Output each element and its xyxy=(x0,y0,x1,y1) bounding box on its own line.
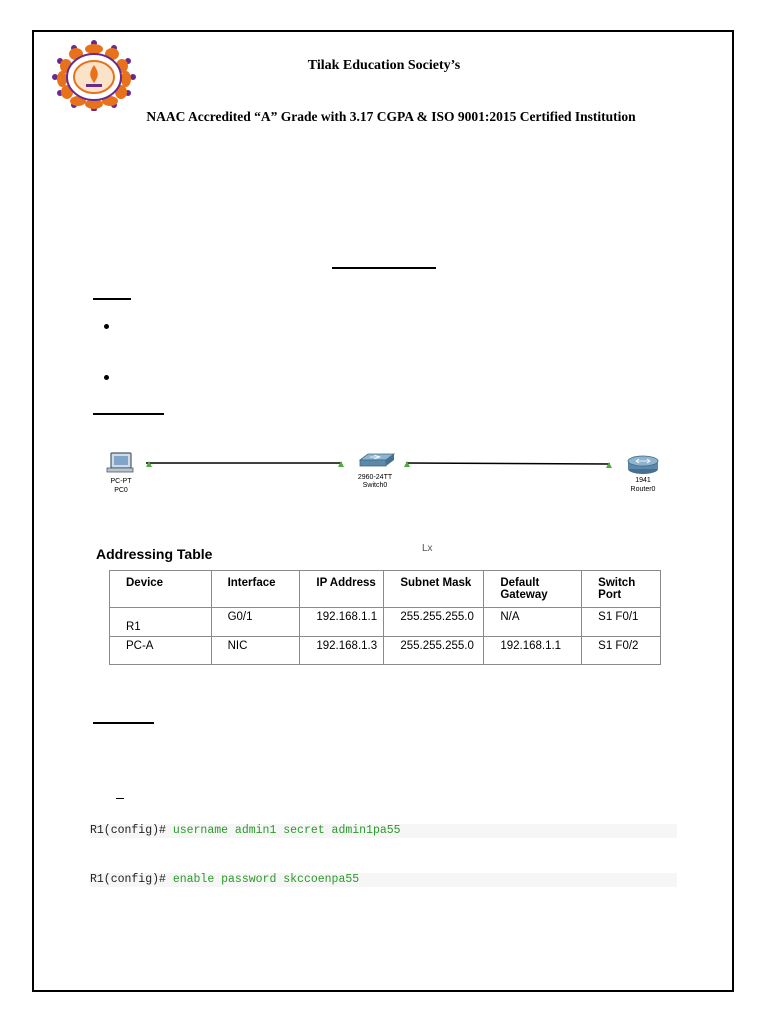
society-name: Tilak Education Society’s xyxy=(307,58,461,73)
cli-command: username admin1 secret admin1pa55 xyxy=(165,824,401,837)
column-header: Device xyxy=(110,571,212,608)
table-row xyxy=(110,608,661,637)
pc-model-label: PC-PT xyxy=(110,478,132,485)
table-cell: S1 F0/1 xyxy=(582,608,661,637)
port-status-triangle xyxy=(146,461,152,467)
network-topology-diagram xyxy=(90,440,680,510)
addressing-table xyxy=(109,570,661,665)
column-header: Default Gateway xyxy=(484,571,582,608)
table-cell: PC-A xyxy=(110,637,212,665)
command-line xyxy=(90,824,677,838)
table-cell: 255.255.255.0 xyxy=(384,608,484,637)
pc-icon xyxy=(107,453,133,472)
addressing-table-title: Addressing Table xyxy=(96,546,213,562)
table-cell: 192.168.1.1 xyxy=(484,637,582,665)
table-cell: R1 xyxy=(110,608,212,637)
institution-logo-icon xyxy=(50,39,138,111)
cursor-glyph: Lx xyxy=(422,543,433,554)
switch-name-label: Switch0 xyxy=(362,482,388,489)
column-header: IP Address xyxy=(300,571,384,608)
command-line xyxy=(90,873,677,887)
table-cell: NIC xyxy=(211,637,300,665)
port-status-triangle xyxy=(606,462,612,468)
column-header: Switch Port xyxy=(582,571,661,608)
column-header: Subnet Mask xyxy=(384,571,484,608)
title-underline xyxy=(332,267,436,269)
pc-name-label: PC0 xyxy=(114,487,128,494)
switch-model-label: 2960-24TT xyxy=(357,474,393,481)
table-cell: 255.255.255.0 xyxy=(384,637,484,665)
table-cell: S1 F0/2 xyxy=(582,637,661,665)
router-icon xyxy=(628,456,658,474)
aim-underline xyxy=(93,298,131,300)
table-cell: G0/1 xyxy=(211,608,300,637)
cli-prompt: R1(config)# xyxy=(90,873,166,886)
link-switch-router xyxy=(406,463,610,464)
table-cell: 192.168.1.3 xyxy=(300,637,384,665)
topology-underline xyxy=(93,413,164,415)
accreditation-line: NAAC Accredited “A” Grade with 3.17 CGPA & ISO 9001:2015 Certified Institution xyxy=(146,109,636,124)
port-status-triangle xyxy=(404,461,410,467)
bullet-point xyxy=(104,375,109,380)
router-name-label: Router0 xyxy=(630,486,656,493)
cli-command: enable password skccoenpa55 xyxy=(165,873,360,886)
router-model-label: 1941 xyxy=(635,477,651,484)
table-cell: 192.168.1.1 xyxy=(300,608,384,637)
table-cell: N/A xyxy=(484,608,582,637)
cli-prompt: R1(config)# xyxy=(90,824,166,837)
column-header: Interface xyxy=(211,571,300,608)
table-row xyxy=(110,637,661,665)
table-header-row xyxy=(110,571,661,608)
page-border xyxy=(32,30,734,992)
dash-mark xyxy=(116,798,124,799)
port-status-triangle xyxy=(338,461,344,467)
switch-icon xyxy=(360,454,394,466)
section-underline xyxy=(93,722,154,724)
bullet-point xyxy=(104,324,109,329)
